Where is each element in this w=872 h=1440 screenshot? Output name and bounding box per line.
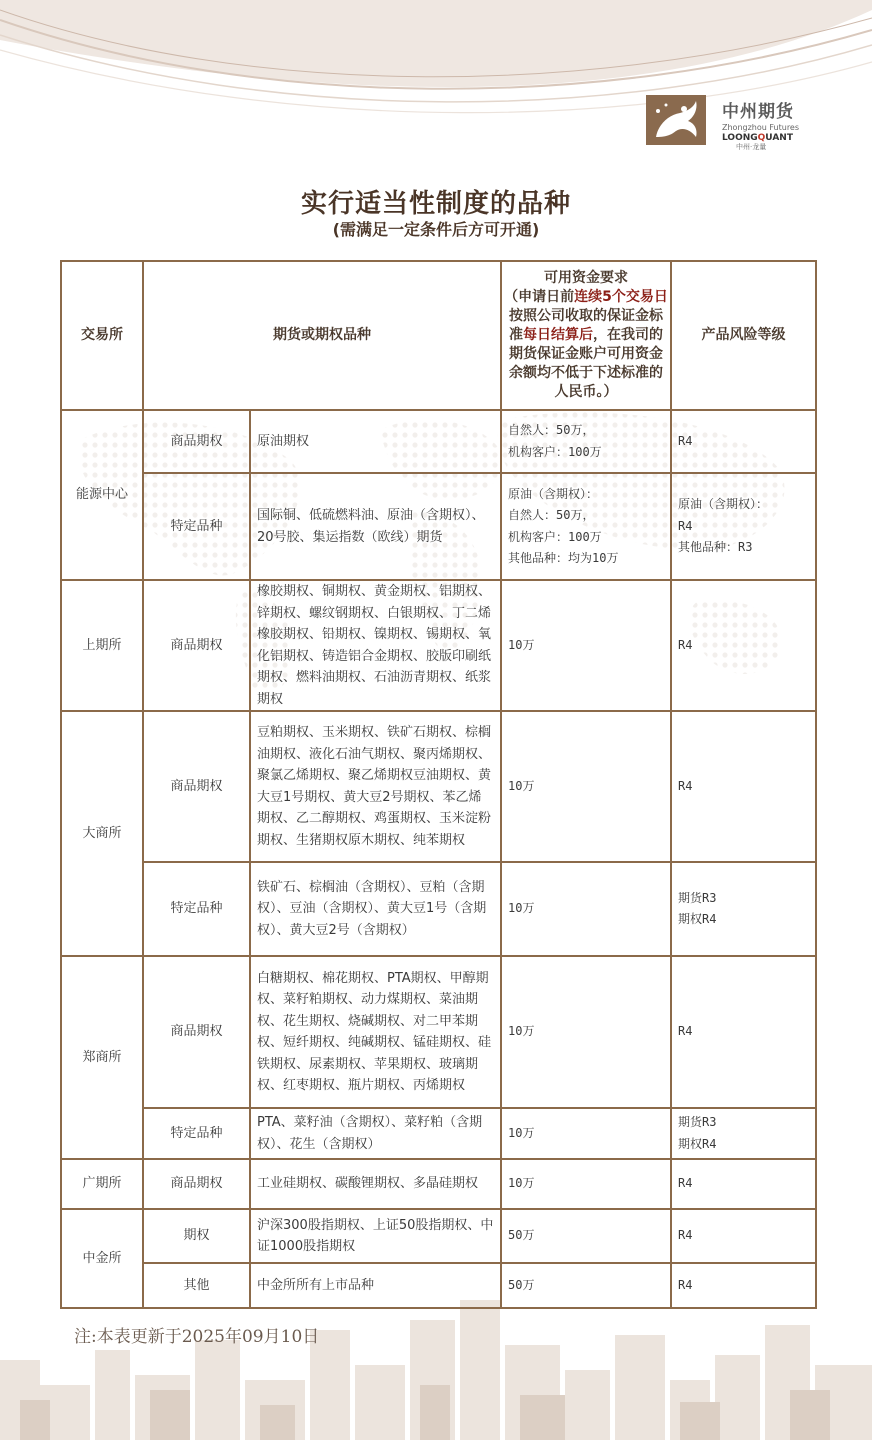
type-cell: 商品期权 <box>143 580 250 711</box>
products-cell: 原油期权 <box>250 410 501 473</box>
products-cell: PTA、菜籽油（含期权）、菜籽粕（含期权）、花生（含期权） <box>250 1108 501 1159</box>
funds-cell: 10万 <box>501 711 671 862</box>
type-cell: 商品期权 <box>143 410 250 473</box>
risk-cell: R4 <box>671 956 816 1108</box>
header-funds-title: 可用资金要求 <box>544 270 628 286</box>
table-header-row <box>61 261 816 410</box>
risk-cell: R4 <box>671 410 816 473</box>
products-cell: 国际铜、低硫燃料油、原油（含期权）、20号胶、集运指数（欧线）期货 <box>250 473 501 580</box>
products-cell: 工业硅期权、碳酸锂期权、多晶硅期权 <box>250 1159 501 1209</box>
logo-loongquant: LOONGQUANT <box>722 133 793 143</box>
dragon-logo-icon <box>646 95 706 145</box>
header-risk-level: 产品风险等级 <box>671 261 816 410</box>
update-note: 注:本表更新于2025年09月10日 <box>74 1327 320 1347</box>
city-skyline-decoration <box>0 1290 872 1440</box>
funds-cell: 10万 <box>501 1108 671 1159</box>
risk-cell: R4 <box>671 1263 816 1308</box>
type-cell: 商品期权 <box>143 1159 250 1209</box>
funds-cell: 10万 <box>501 862 671 956</box>
type-cell: 特定品种 <box>143 473 250 580</box>
table-row <box>61 711 816 862</box>
funds-cell: 10万 <box>501 1159 671 1209</box>
table-row <box>61 1159 816 1209</box>
exchange-cell: 郑商所 <box>61 956 143 1159</box>
products-cell: 铁矿石、棕榈油（含期权）、豆粕（含期权）、豆油（含期权）、黄大豆1号（含期权）、黄大豆2号（含期权） <box>250 862 501 956</box>
funds-cell: 50万 <box>501 1209 671 1263</box>
logo-english-name: Zhongzhou Futures <box>722 123 800 132</box>
header-funds-requirement: 可用资金要求 （申请日前连续5个交易日按照公司收取的保证金标准每日结算后，在我司的期货保证金账户可用资金余额均不低于下述标准的人民币。） <box>501 261 671 410</box>
type-cell: 其他 <box>143 1263 250 1308</box>
exchange-cell: 广期所 <box>61 1159 143 1209</box>
table-row <box>61 1263 816 1308</box>
type-cell: 特定品种 <box>143 862 250 956</box>
table-row <box>61 1108 816 1159</box>
table-row <box>61 956 816 1108</box>
logo-chinese-name: 中州期货 <box>722 102 794 122</box>
header-products: 期货或期权品种 <box>143 261 501 410</box>
products-cell: 豆粕期权、玉米期权、铁矿石期权、棕榈油期权、液化石油气期权、聚丙烯期权、聚氯乙烯期权、聚乙烯期权豆油期权、黄大豆1号期权、黄大豆2号期权、苯乙烯期权、乙二醇期权、鸡蛋期权、玉米淀粉期权、生猪期权原木期权、纯苯期权 <box>250 711 501 862</box>
products-cell: 橡胶期权、铜期权、黄金期权、铝期权、锌期权、螺纹钢期权、白银期权、丁二烯橡胶期权、铅期权、镍期权、锡期权、氧化铝期权、铸造铝合金期权、胶版印刷纸期权、燃料油期权、石油沥青期权、纸浆期权 <box>250 580 501 711</box>
risk-cell: 期货R3 期权R4 <box>671 1108 816 1159</box>
type-cell: 商品期权 <box>143 956 250 1108</box>
suitability-products-table <box>60 260 817 1309</box>
funds-cell: 10万 <box>501 956 671 1108</box>
type-cell: 特定品种 <box>143 1108 250 1159</box>
risk-cell: R4 <box>671 1209 816 1263</box>
company-logo <box>646 95 836 157</box>
products-cell: 中金所所有上市品种 <box>250 1263 501 1308</box>
logo-subname: 中州·龙量 <box>736 143 767 151</box>
table-row <box>61 410 816 473</box>
risk-cell: R4 <box>671 580 816 711</box>
funds-cell: 自然人：50万， 机构客户：100万 <box>501 410 671 473</box>
exchange-cell: 中金所 <box>61 1209 143 1308</box>
products-cell: 沪深300股指期权、上证50股指期权、中证1000股指期权 <box>250 1209 501 1263</box>
exchange-cell: 能源中心 <box>61 410 143 580</box>
table-row <box>61 862 816 956</box>
risk-cell: R4 <box>671 711 816 862</box>
table-row <box>61 580 816 711</box>
page-subtitle: (需满足一定条件后方可开通) <box>332 220 540 239</box>
header-exchange: 交易所 <box>61 261 143 410</box>
risk-cell: 原油（含期权）： R4 其他品种：R3 <box>671 473 816 580</box>
funds-cell: 原油（含期权）： 自然人：50万， 机构客户：100万 其他品种：均为10万 <box>501 473 671 580</box>
exchange-cell: 大商所 <box>61 711 143 956</box>
products-cell: 白糖期权、棉花期权、PTA期权、甲醇期权、菜籽粕期权、动力煤期权、菜油期权、花生期权、烧碱期权、对二甲苯期权、短纤期权、纯碱期权、锰硅期权、硅铁期权、尿素期权、苹果期权、玻璃期权、红枣期权、瓶片期权、丙烯期权 <box>250 956 501 1108</box>
type-cell: 期权 <box>143 1209 250 1263</box>
risk-cell: R4 <box>671 1159 816 1209</box>
exchange-cell: 上期所 <box>61 580 143 711</box>
page-title: 实行适当性制度的品种 <box>300 189 571 219</box>
type-cell: 商品期权 <box>143 711 250 862</box>
funds-cell: 50万 <box>501 1263 671 1308</box>
funds-cell: 10万 <box>501 580 671 711</box>
table-row <box>61 473 816 580</box>
table-row <box>61 1209 816 1263</box>
risk-cell: 期货R3 期权R4 <box>671 862 816 956</box>
